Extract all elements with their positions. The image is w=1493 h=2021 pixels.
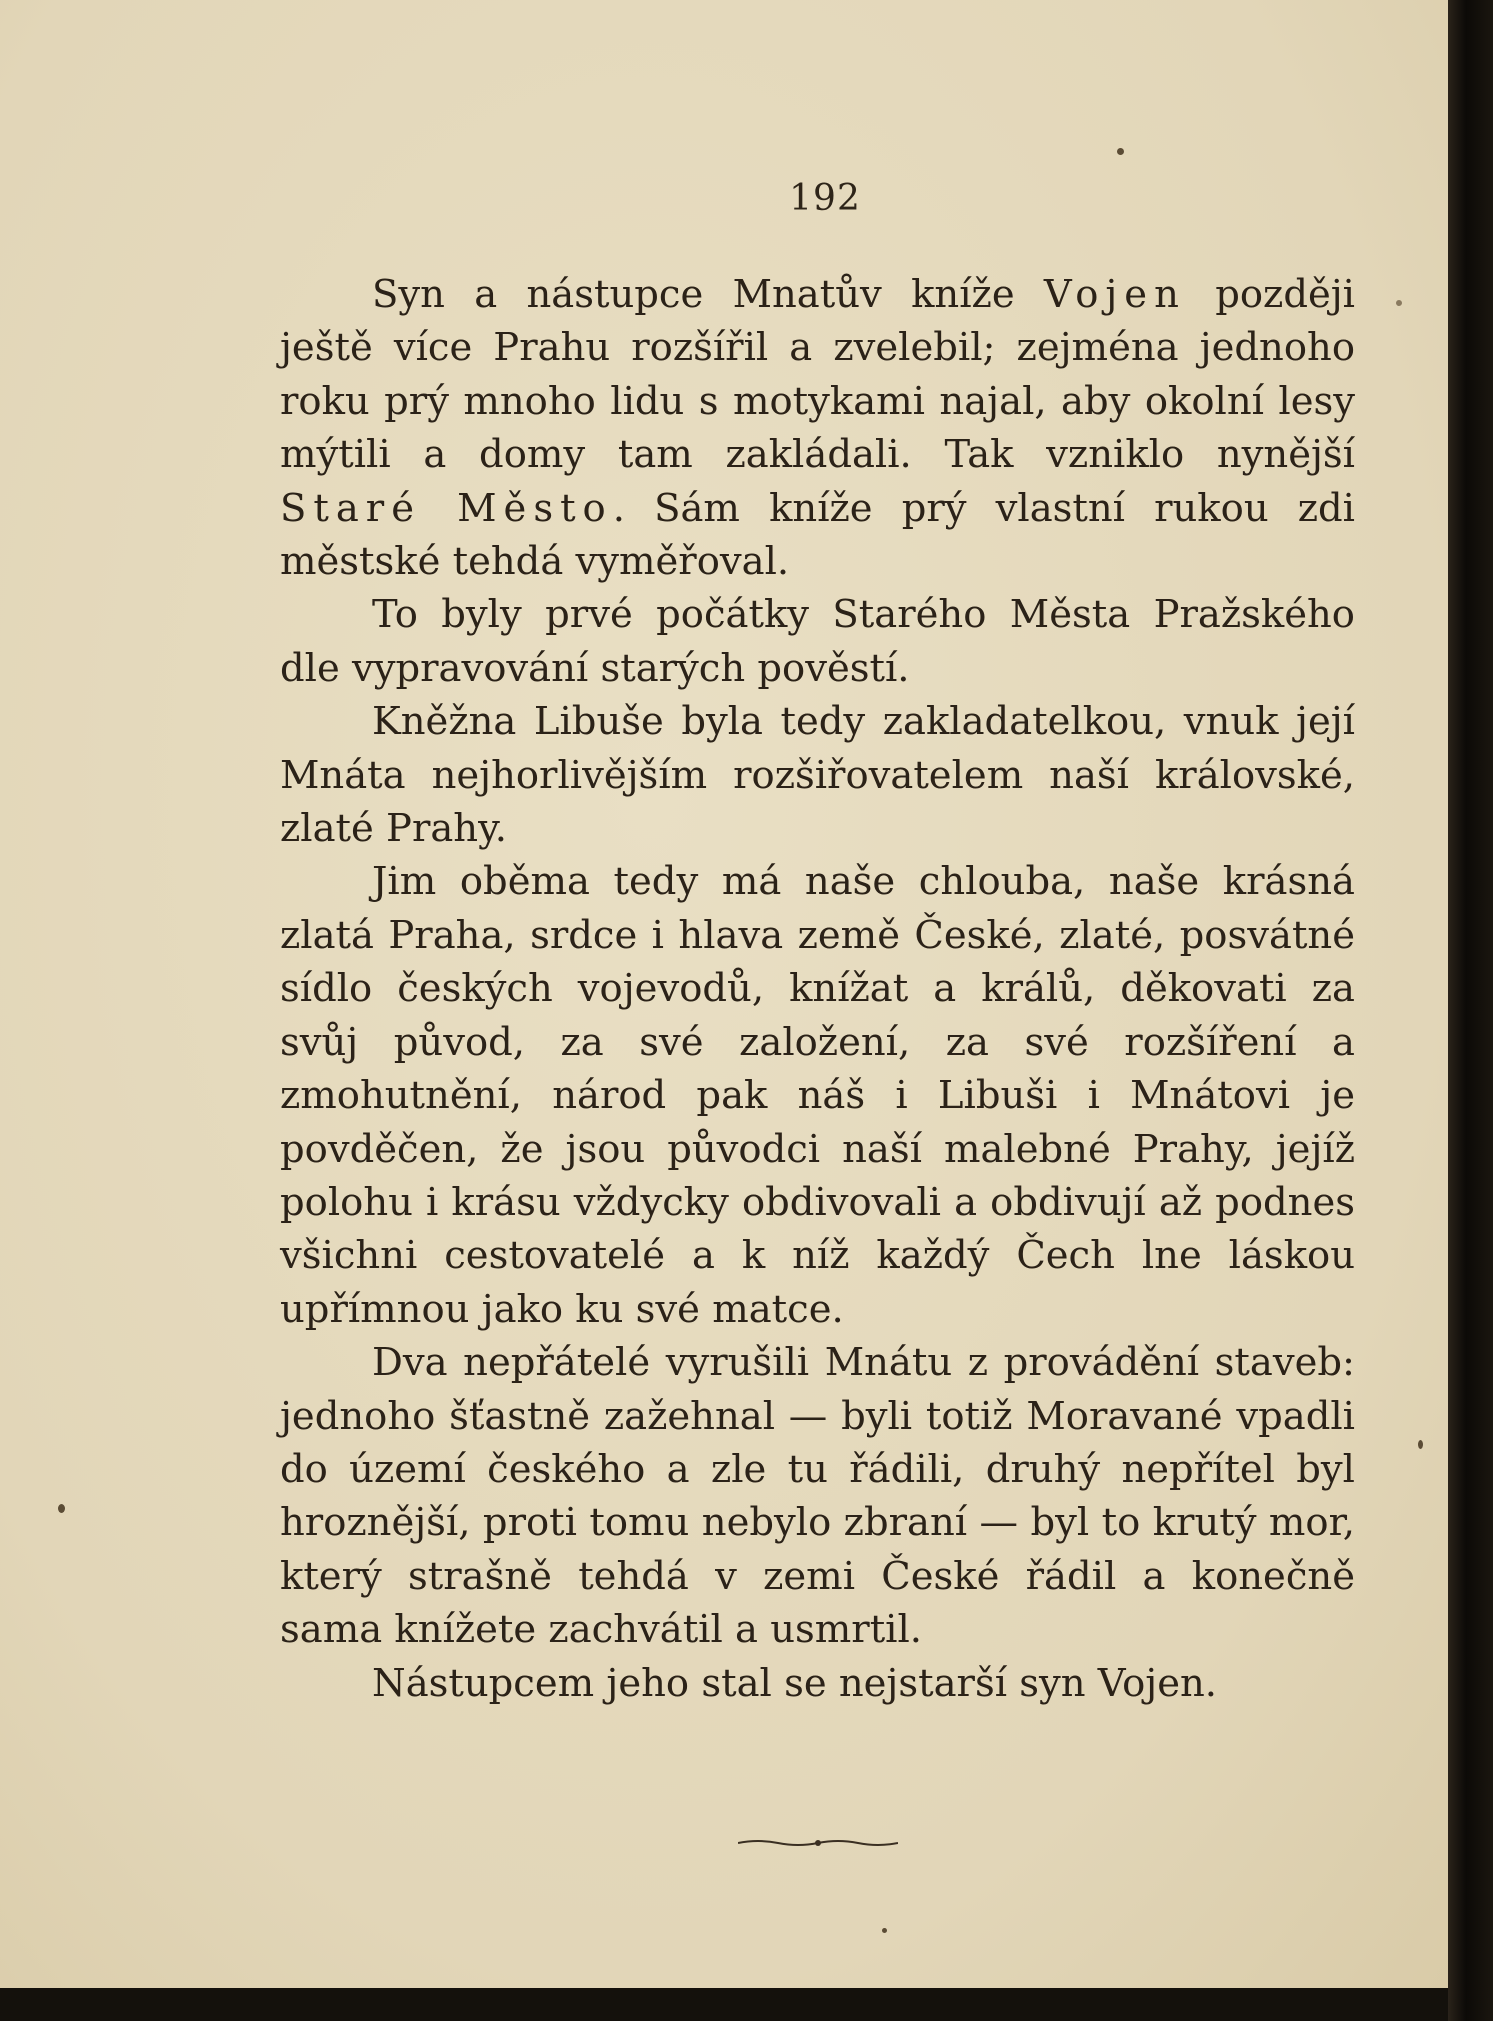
text-segment: To byly prvé počátky Starého Města Pražského dle vypravování starých pověstí. xyxy=(280,592,1355,691)
ink-speck xyxy=(1418,1440,1423,1449)
body-text xyxy=(280,268,1355,1710)
end-ornament xyxy=(738,1836,898,1850)
ink-speck xyxy=(882,1928,887,1933)
paragraph xyxy=(280,1336,1355,1656)
paragraph xyxy=(280,1657,1355,1710)
text-segment: Jim oběma tedy má naše chlouba, naše krásná zlatá Praha, srdce i hlava země České, zlaté, posvátné sídlo českých vojevodů, knížat a králů, děkovati za svůj původ, za své založení, za své rozšíření a zmohutnění, národ pak náš i Libuši i Mnátovi je povděčen, že jsou původci naší malebné Prahy, jejíž polohu i krásu vždycky obdivovali a obdivují až podnes všichni cestovatelé a k níž každý Čech lne láskou upřímnou jako ku své matce. xyxy=(280,859,1355,1332)
text-segment: později ještě více Prahu rozšířil a zvelebil; zejména jednoho roku prý mnoho lidu s motykami najal, aby okolní lesy mýtili a domy tam zakládali. Tak vzniklo nynější xyxy=(280,272,1355,478)
text-segment: Nástupcem jeho stal se nejstarší syn Vojen. xyxy=(372,1660,1218,1706)
text-segment: Syn a nástupce Mnatův kníže xyxy=(372,272,1044,317)
paragraph xyxy=(280,855,1355,1336)
text-segment: . Sám kníže prý vlastní rukou zdi městské tehdá vyměřoval. xyxy=(280,485,1355,585)
emphasized-name: Staré Město xyxy=(280,485,613,531)
page-number: 192 xyxy=(789,178,861,219)
paragraph xyxy=(280,695,1355,855)
binding-edge xyxy=(1448,0,1493,2021)
ink-speck xyxy=(1117,148,1124,155)
emphasized-name: Vojen xyxy=(1043,272,1186,317)
ink-speck xyxy=(1396,300,1402,306)
ink-speck xyxy=(58,1504,65,1513)
text-segment: Kněžna Libuše byla tedy zakladatelkou, vnuk její Mnáta nejhorlivějším rozšiřovatelem naší královské, zlaté Prahy. xyxy=(280,699,1355,852)
paragraph xyxy=(280,268,1355,588)
text-segment: Dva nepřátelé vyrušili Mnátu z provádění staveb: jednoho šťastně zažehnal — byli totiž Moravané vpadli do území českého a zle tu řádili, druhý nepřítel byl hroznější, proti tomu nebylo zbraní — byl to krutý mor, který strašně tehdá v zemi České řádil a konečně sama knížete zachvátil a usmrtil. xyxy=(280,1340,1355,1653)
paragraph xyxy=(280,588,1355,695)
